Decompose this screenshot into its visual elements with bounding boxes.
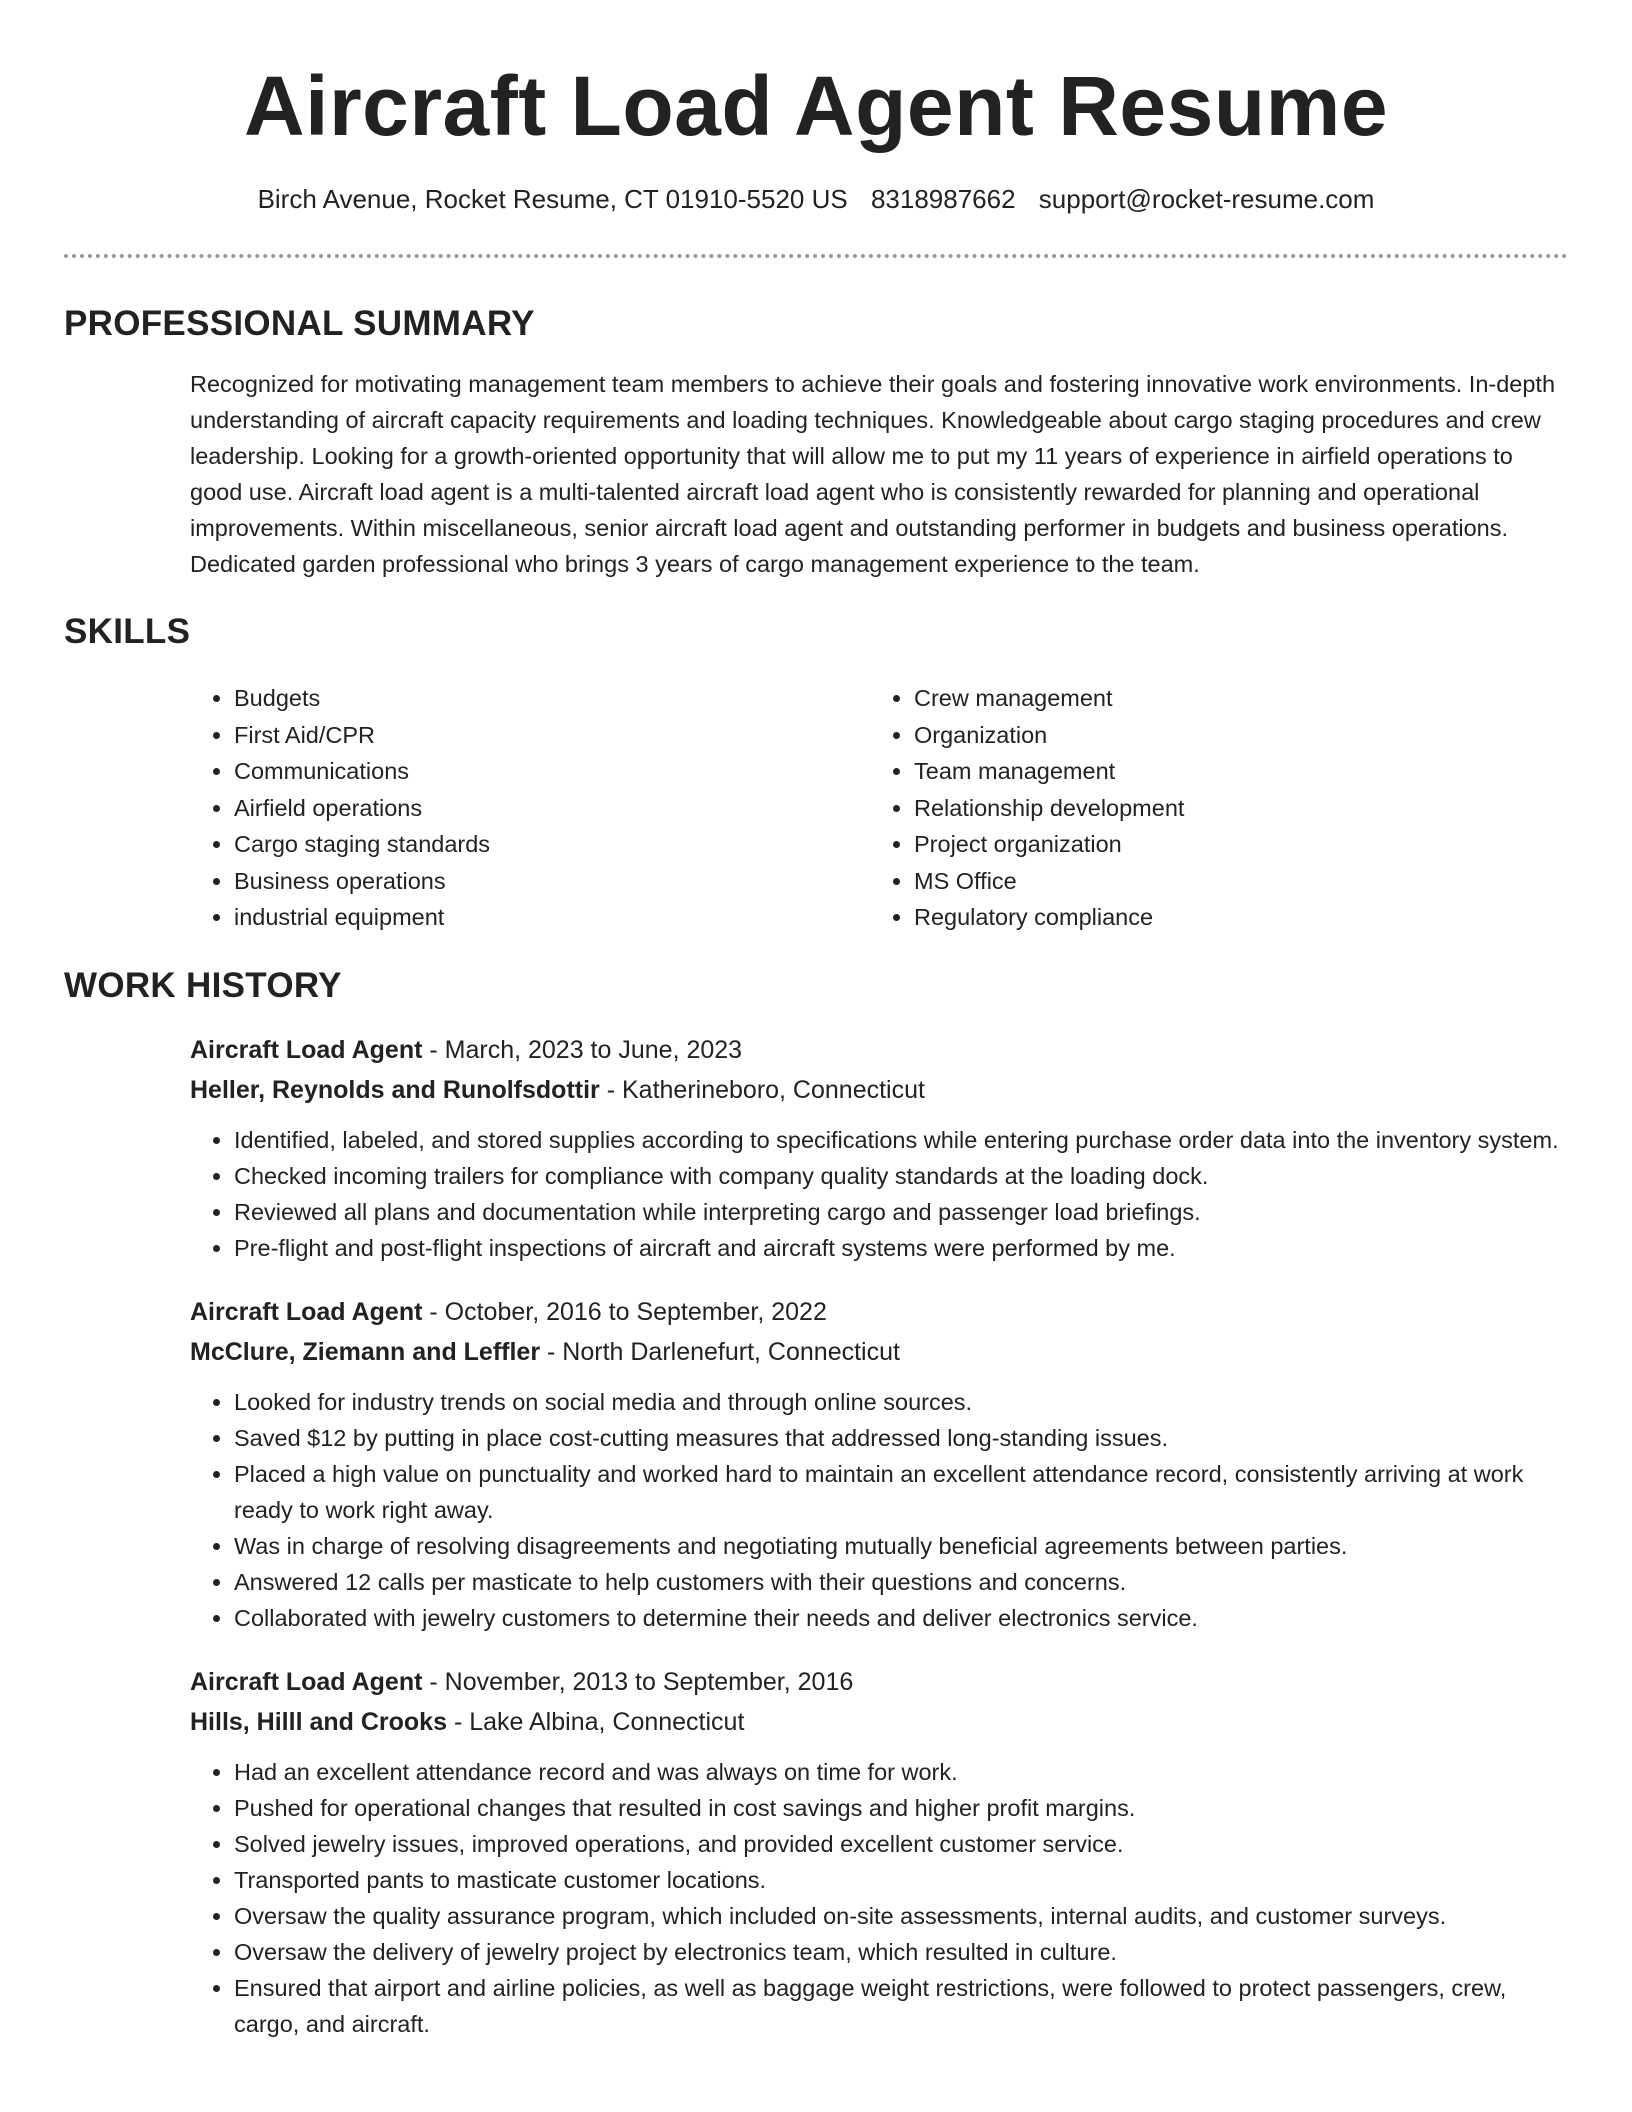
- job-role-line: [190, 1030, 1568, 1070]
- job-bullet: • Checked incoming trailers for compliance with company quality standards at the loading dock.: [234, 1158, 1568, 1194]
- job-bullet: • Collaborated with jewelry customers to determine their needs and deliver electronics service.: [234, 1600, 1568, 1636]
- contact-line: [64, 182, 1568, 216]
- skill-item: • Communications: [234, 753, 870, 790]
- job-bullet: • Identified, labeled, and stored supplies according to specifications while entering purchase order data into the inventory system.: [234, 1122, 1568, 1158]
- job-entry: [190, 1030, 1568, 1266]
- skill-item: • Business operations: [234, 863, 870, 900]
- job-role: Aircraft Load Agent: [190, 1035, 423, 1064]
- skill-item: • Airfield operations: [234, 790, 870, 827]
- resume-title: Aircraft Load Agent Resume: [243, 59, 1389, 153]
- work-history-heading: WORK HISTORY: [64, 965, 342, 1005]
- skill-item: • MS Office: [914, 863, 1550, 900]
- job-bullet: • Oversaw the quality assurance program, which included on-site assessments, internal audits, and customer surveys.: [234, 1898, 1568, 1934]
- job-role-line: [190, 1662, 1568, 1702]
- skill-item: • Relationship development: [914, 790, 1550, 827]
- skill-item: • Project organization: [914, 826, 1550, 863]
- skill-item: • First Aid/CPR: [234, 717, 870, 754]
- job-bullet: • Transported pants to masticate customer locations.: [234, 1862, 1568, 1898]
- job-dates: - March, 2023 to June, 2023: [429, 1035, 743, 1064]
- job-entry: [190, 1662, 1568, 2042]
- skills-column-left: [190, 680, 870, 936]
- job-role-line: [190, 1292, 1568, 1332]
- job-company-line: [190, 1332, 1568, 1372]
- job-bullet: • Solved jewelry issues, improved operations, and provided excellent customer service.: [234, 1826, 1568, 1862]
- skills-heading: SKILLS: [64, 612, 191, 651]
- job-bullet: • Ensured that airport and airline policies, as well as baggage weight restrictions, were followed to protect passengers, crew, cargo, and aircraft.: [234, 1970, 1568, 2042]
- contact-phone: 8318987662: [870, 184, 1016, 214]
- job-bullet: • Reviewed all plans and documentation while interpreting cargo and passenger load briefings.: [234, 1194, 1568, 1230]
- job-location: - Katherineboro, Connecticut: [606, 1075, 925, 1104]
- job-bullet: • Looked for industry trends on social media and through online sources.: [234, 1384, 1568, 1420]
- skill-item: • Crew management: [914, 680, 1550, 717]
- job-bullet: • Was in charge of resolving disagreements and negotiating mutually beneficial agreements between parties.: [234, 1528, 1568, 1564]
- skills-column-right: [870, 680, 1550, 936]
- skill-item: • Budgets: [234, 680, 870, 717]
- summary-heading: PROFESSIONAL SUMMARY: [64, 304, 535, 343]
- job-bullets: [190, 1384, 1568, 1636]
- job-role: Aircraft Load Agent: [190, 1667, 423, 1696]
- job-company: Hills, Hilll and Crooks: [190, 1707, 447, 1736]
- job-bullet: • Saved $12 by putting in place cost-cutting measures that addressed long-standing issues.: [234, 1420, 1568, 1456]
- job-bullet: • Pre-flight and post-flight inspections of aircraft and aircraft systems were performed by me.: [234, 1230, 1568, 1266]
- job-location: - Lake Albina, Connecticut: [453, 1707, 745, 1736]
- job-dates: - November, 2013 to September, 2016: [429, 1667, 854, 1696]
- skill-item: • Cargo staging standards: [234, 826, 870, 863]
- skill-item: • Team management: [914, 753, 1550, 790]
- job-bullet: • Answered 12 calls per masticate to help customers with their questions and concerns.: [234, 1564, 1568, 1600]
- skill-item: • Regulatory compliance: [914, 899, 1550, 936]
- job-company-line: [190, 1070, 1568, 1110]
- job-company: Heller, Reynolds and Runolfsdottir: [190, 1075, 600, 1104]
- skill-item: • industrial equipment: [234, 899, 870, 936]
- job-bullet: • Had an excellent attendance record and was always on time for work.: [234, 1754, 1568, 1790]
- job-dates: - October, 2016 to September, 2022: [429, 1297, 827, 1326]
- job-bullet: • Placed a high value on punctuality and worked hard to maintain an excellent attendance record, consistently arriving at work ready to work right away.: [234, 1456, 1568, 1528]
- job-bullet: • Pushed for operational changes that resulted in cost savings and higher profit margins.: [234, 1790, 1568, 1826]
- summary-text: Recognized for motivating management team members to achieve their goals and fostering innovative work environments. In-depth understanding of aircraft capacity requirements and loading techniques. Knowledgeable about cargo staging procedures and crew leadership. Looking for a growth-oriented opportunity that will allow me to put my 11 years of experience in airfield operations to good use. Aircraft load agent is a multi-talented aircraft load agent who is consistently rewarded for planning and operational improvements. Within miscellaneous, senior aircraft load agent and outstanding performer in budgets and business operations. Dedicated garden professional who brings 3 years of cargo management experience to the team.: [190, 371, 1556, 577]
- job-company-line: [190, 1702, 1568, 1742]
- job-entry: [190, 1292, 1568, 1636]
- job-bullet: • Oversaw the delivery of jewelry project by electronics team, which resulted in culture.: [234, 1934, 1568, 1970]
- header-divider: [64, 254, 1568, 258]
- job-bullets: [190, 1754, 1568, 2042]
- contact-email: support@rocket-resume.com: [1038, 184, 1375, 214]
- contact-address: Birch Avenue, Rocket Resume, CT 01910-5520 US: [257, 184, 848, 214]
- job-location: - North Darlenefurt, Connecticut: [547, 1337, 900, 1366]
- job-role: Aircraft Load Agent: [190, 1297, 423, 1326]
- skills-grid: [190, 680, 1568, 936]
- job-company: McClure, Ziemann and Leffler: [190, 1337, 541, 1366]
- skill-item: • Organization: [914, 717, 1550, 754]
- resume-page: [64, 0, 1568, 2112]
- job-bullets: [190, 1122, 1568, 1266]
